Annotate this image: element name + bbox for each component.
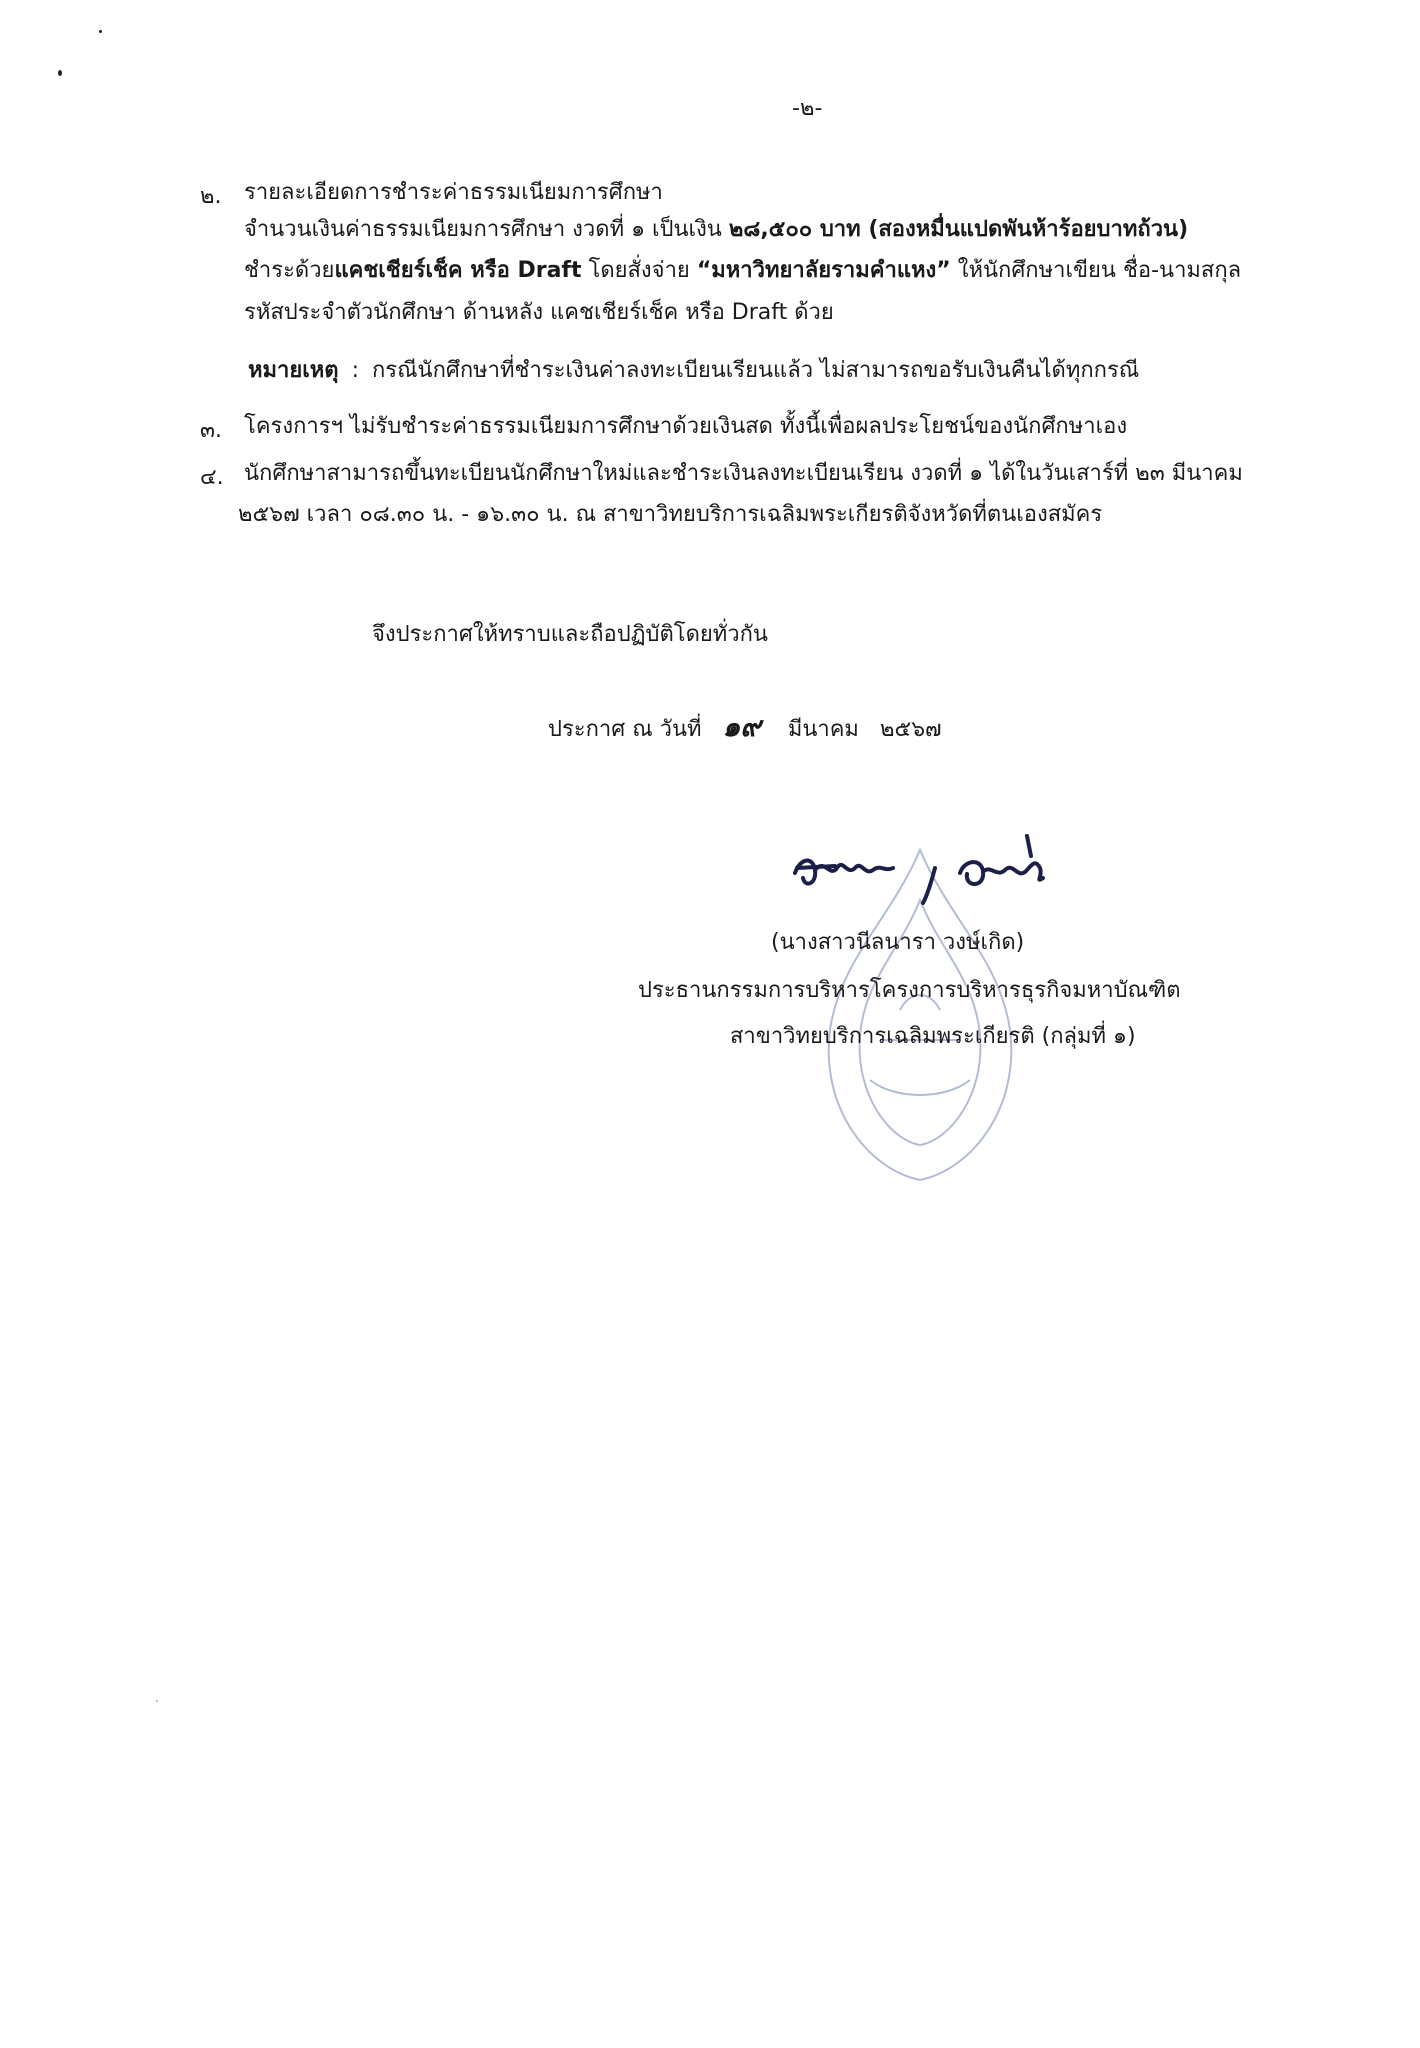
page-number: -๒- bbox=[792, 96, 823, 121]
item-text: ๒๕๖๗ เวลา ๐๘.๓๐ น. - ๑๖.๓๐ น. ณ สาขาวิทยบริการเฉลิมพระเกียรติจังหวัดที่ตนเองสมัคร bbox=[238, 502, 1103, 527]
closing-statement: จึงประกาศให้ทราบและถือปฏิบัติโดยทั่วกัน bbox=[372, 622, 768, 647]
item-heading: รายละเอียดการชำระค่าธรรมเนียมการศึกษา bbox=[244, 180, 663, 205]
announce-prefix: ประกาศ ณ วันที่ bbox=[548, 717, 702, 742]
fee-amount-line bbox=[244, 215, 1188, 245]
announce-day: ๑๙ bbox=[722, 710, 761, 743]
note-line bbox=[248, 356, 1139, 386]
signature bbox=[785, 828, 1085, 908]
payee-name: “มหาวิทยาลัยรามคำแหง” bbox=[696, 258, 951, 283]
signatory-title: สาขาวิทยบริการเฉลิมพระเกียรติ (กลุ่มที่ ๑) bbox=[730, 1024, 1136, 1049]
payment-suffix: ให้นักศึกษาเขียน ชื่อ-นามสกุล bbox=[950, 258, 1242, 283]
signatory-title: ประธานกรรมการบริหารโครงการบริหารธุรกิจมหาบัณฑิต bbox=[638, 978, 1181, 1003]
payment-method: แคชเชียร์เช็ค หรือ Draft bbox=[334, 258, 582, 283]
item-number: ๓. bbox=[200, 418, 223, 443]
announce-month: มีนาคม bbox=[787, 717, 859, 742]
item-number: ๒. bbox=[200, 184, 222, 209]
announce-year: ๒๕๖๗ bbox=[879, 717, 942, 742]
payment-method-prefix: ชำระด้วย bbox=[244, 258, 335, 283]
fee-amount-prefix: จำนวนเงินค่าธรรมเนียมการศึกษา งวดที่ ๑ เป็นเงิน bbox=[244, 217, 729, 242]
fee-amount: ๒๘,๕๐๐ บาท (สองหมื่นแปดพันห้าร้อยบาทถ้วน) bbox=[728, 217, 1189, 242]
item-text: นักศึกษาสามารถขึ้นทะเบียนนักศึกษาใหม่และชำระเงินลงทะเบียนเรียน งวดที่ ๑ ได้ในวันเสาร์ที่ ๒๓ มีนาคม bbox=[244, 461, 1243, 486]
scan-speck bbox=[156, 1700, 158, 1702]
note-separator: : bbox=[351, 358, 359, 383]
announcement-date bbox=[548, 712, 942, 745]
item-text: โครงการฯ ไม่รับชำระค่าธรรมเนียมการศึกษาด้วยเงินสด ทั้งนี้เพื่อผลประโยชน์ของนักศึกษาเอง bbox=[244, 414, 1128, 439]
note-label: หมายเหตุ bbox=[248, 358, 339, 383]
payee-prefix: โดยสั่งจ่าย bbox=[581, 258, 697, 283]
note-text: กรณีนักศึกษาที่ชำระเงินค่าลงทะเบียนเรียนแล้ว ไม่สามารถขอรับเงินคืนได้ทุกกรณี bbox=[371, 358, 1140, 383]
student-id-line: รหัสประจำตัวนักศึกษา ด้านหลัง แคชเชียร์เช็ค หรือ Draft ด้วย bbox=[244, 300, 834, 325]
scan-speck bbox=[58, 70, 62, 76]
item-number: ๔. bbox=[200, 465, 224, 490]
scan-speck bbox=[99, 30, 102, 33]
handwritten-signature bbox=[785, 828, 1085, 908]
signatory-name: (นางสาวนีลนารา วงษ์เกิด) bbox=[771, 930, 1025, 955]
payment-method-line bbox=[244, 256, 1241, 286]
